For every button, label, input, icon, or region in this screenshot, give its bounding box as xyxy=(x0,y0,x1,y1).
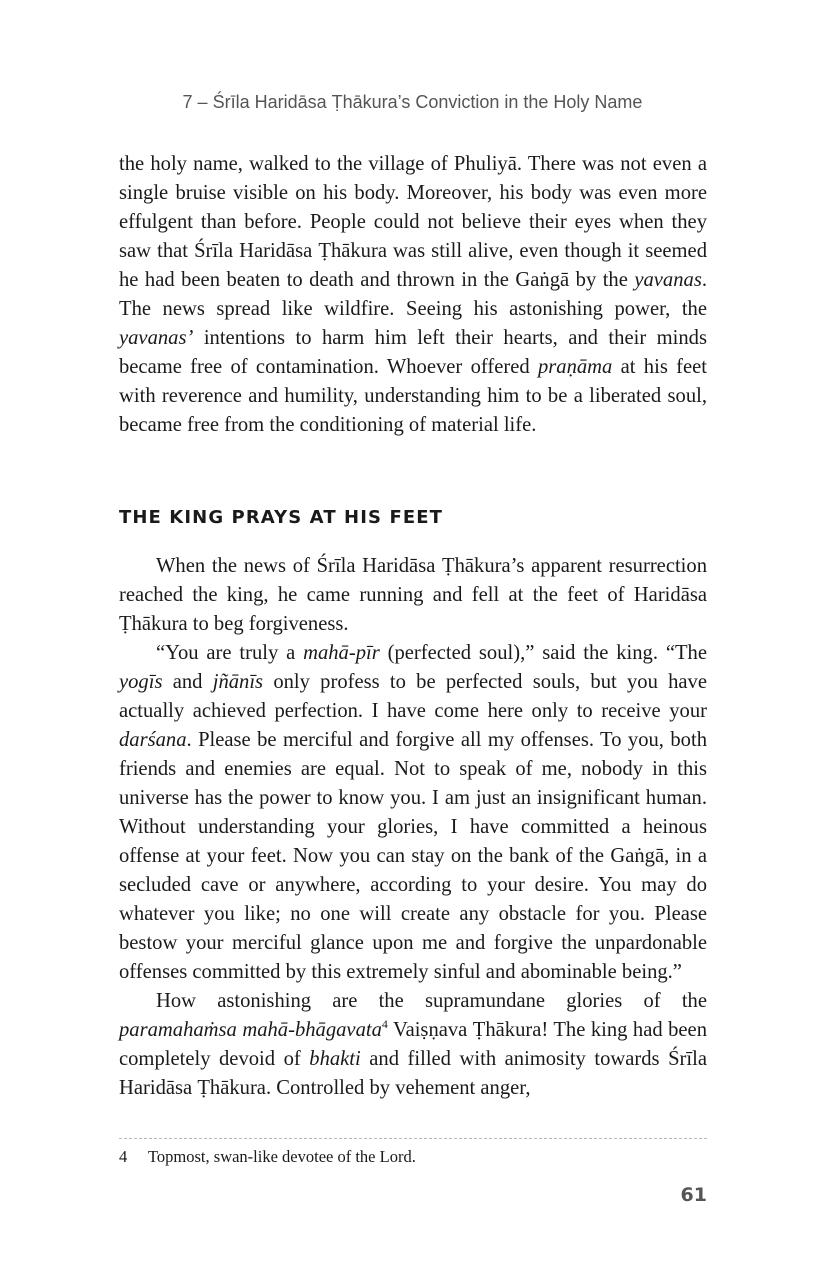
footnote xyxy=(119,1147,707,1167)
body-text-top xyxy=(119,150,707,440)
paragraph: “You are truly a mahā-pīr (perfected soul),” said the king. “The yogīs and jñānīs only profess to be perfected souls, but you have actually achieved perfection. I have come here only to receive your darśana. Please be merciful and forgive all my offenses. To you, both friends and enemies are equal. Not to speak of me, nobody in this universe has the power to know you. I am just an insignificant human. Without understanding your glories, I have committed a heinous offense at your feet. Now you can stay on the bank of the Gaṅgā, in a secluded cave or anywhere, according to your desire. You may do whatever you like; no one will create any obstacle for you. Please bestow your merciful glance upon me and forgive the unpardonable offenses committed by this extremely sinful and abominable being.” xyxy=(119,642,707,983)
paragraph: How astonishing are the supramundane glories of the paramahaṁsa mahā-bhāgavata$^4$ Vaiṣṇava Ṭhākura! The king had been completely devoid of bhakti and filled with animosity towards Śrīla Haridāsa Ṭhākura. Controlled by vehement anger, xyxy=(119,990,707,1099)
page-number: 61 xyxy=(680,1184,707,1206)
footnote-number: 4 xyxy=(119,1147,128,1166)
footnote-divider xyxy=(119,1138,707,1139)
footnote-text: Topmost, swan-like devotee of the Lord. xyxy=(148,1147,416,1166)
running-head: 7 – Śrīla Haridāsa Ṭhākura’s Conviction in the Holy Name xyxy=(182,92,643,112)
section-heading: THE KING PRAYS AT HIS FEET xyxy=(119,507,444,528)
body-text-bottom xyxy=(119,552,707,1103)
paragraph: the holy name, walked to the village of Phuliyā. There was not even a single bruise visible on his body. Moreover, his body was even more effulgent than before. People could not believe their eyes when they saw that Śrīla Haridāsa Ṭhākura was still alive, even though it seemed he had been beaten to death and thrown in the Gaṅgā by the yavanas. The news spread like wildfire. Seeing his astonishing power, the yavanas’ intentions to harm him left their hearts, and their minds became free of contamination. Whoever offered praṇāma at his feet with reverence and humility, understanding him to be a liberated soul, became free from the conditioning of material life. xyxy=(119,153,707,436)
footnote-marker[interactable]: 4 xyxy=(381,1017,388,1032)
paragraph: When the news of Śrīla Haridāsa Ṭhākura’s apparent resurrection reached the king, he came running and fell at the feet of Haridāsa Ṭhākura to beg forgiveness. xyxy=(119,555,707,635)
